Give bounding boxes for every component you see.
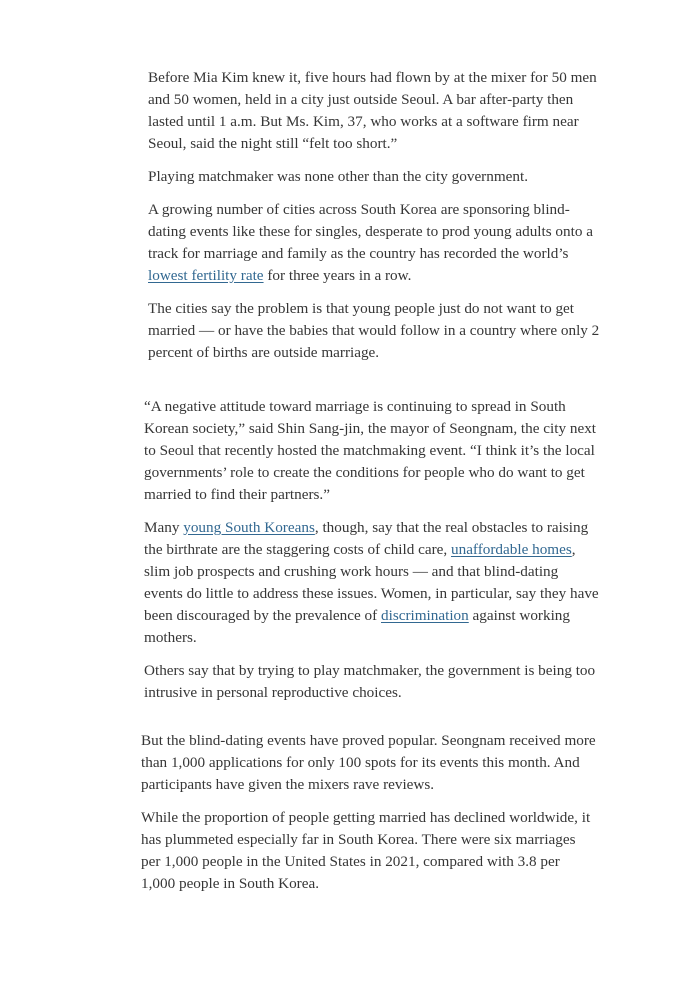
text: , though, say that the real obstacles to raising the birthrate are the staggering costs of child care, <box>144 519 589 558</box>
paragraph: Playing matchmaker was none other than the city government. <box>148 168 528 185</box>
text: Many <box>144 519 184 536</box>
paragraph: While the proportion of people getting married has declined worldwide, it has plummeted especially far in South Korea. There were six marriages per 1,000 people in the United States in 2021, compared with 3.8 per 1,000 people in South Korea. <box>141 809 591 892</box>
link-discrimination[interactable]: discrimination <box>381 607 469 624</box>
quote-paragraph: “A negative attitude toward marriage is continuing to spread in South Korean society,” said Shin Sang-jin, the mayor of Seongnam, the city next to Seoul that recently hosted the matchmaking event. “I think it’s the local governments’ role to create the conditions for people who do want to get married to find their partners.” <box>144 398 597 503</box>
paragraph: But the blind-dating events have proved popular. Seongnam received more than 1,000 applications for only 100 spots for its events this month. And participants have given the mixers rave reviews. <box>141 732 596 793</box>
text: for three years in a row. <box>263 267 412 284</box>
text: against working mothers. <box>144 607 570 646</box>
text: A growing number of cities across South Korea are sponsoring blind-dating events like these for singles, desperate to prod young adults onto a track for marriage and family as the country has recorded the world’s <box>148 201 593 262</box>
link-lowest-fertility-rate[interactable]: lowest fertility rate <box>148 267 264 284</box>
paragraph <box>144 517 600 649</box>
article-section-1 <box>148 67 604 364</box>
link-unaffordable-homes[interactable]: unaffordable homes <box>451 541 572 558</box>
paragraph <box>148 199 604 287</box>
article-section-2 <box>144 396 600 704</box>
text: , slim job prospects and crushing work hours — and that blind-dating events do little to address these issues. Women, in particular, say they have been discouraged by the prevalence of <box>144 541 599 624</box>
paragraph: The cities say the problem is that young people just do not want to get married — or have the babies that would follow in a country where only 2 percent of births are outside marriage. <box>148 300 600 361</box>
paragraph: Before Mia Kim knew it, five hours had flown by at the mixer for 50 men and 50 women, held in a city just outside Seoul. A bar after-party then lasted until 1 a.m. But Ms. Kim, 37, who works at a software firm near Seoul, said the night still “felt too short.” <box>148 69 597 152</box>
link-young-south-koreans[interactable]: young South Koreans <box>183 519 315 536</box>
article-section-3 <box>141 730 597 895</box>
paragraph: Others say that by trying to play matchmaker, the government is being too intrusive in personal reproductive choices. <box>144 662 596 701</box>
